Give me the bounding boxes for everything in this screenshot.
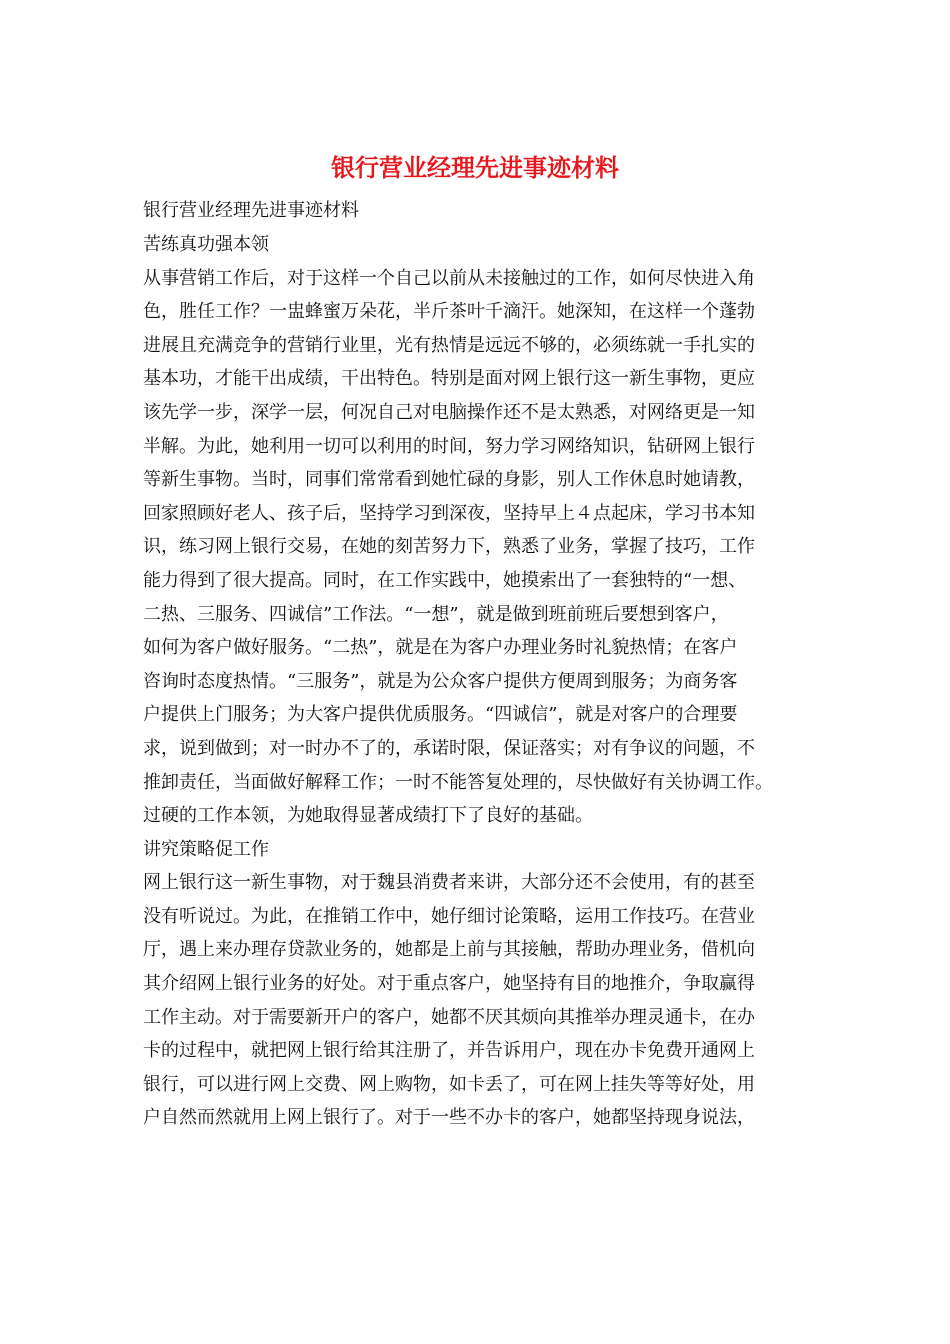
body-line: 回家照顾好老人、孩子后，坚持学习到深夜，坚持早上４点起床，学习书本知 — [143, 502, 755, 524]
body-line: 咨询时态度热情。“三服务”，就是为公众客户提供方便周到服务；为商务客 — [143, 670, 738, 692]
body-line: 卡的过程中，就把网上银行给其注册了，并告诉用户，现在办卡免费开通网上 — [143, 1040, 755, 1062]
body-line: 厅，遇上来办理存贷款业务的，她都是上前与其接触，帮助办理业务，借机向 — [143, 939, 755, 961]
body-line: 其介绍网上银行业务的好处。对于重点客户，她坚持有目的地推介，争取赢得 — [143, 973, 755, 995]
body-line: 半解。为此，她利用一切可以利用的时间，努力学习网络知识，钻研网上银行 — [143, 435, 755, 457]
body-line: 没有听说过。为此，在推销工作中，她仔细讨论策略，运用工作技巧。在营业 — [143, 905, 755, 927]
body-line: 求，说到做到；对一时办不了的，承诺时限，保证落实；对有争议的问题，不 — [143, 737, 755, 759]
body-line: 该先学一步，深学一层，何况自己对电脑操作还不是太熟悉，对网络更是一知 — [143, 401, 755, 423]
body-line: 户自然而然就用上网上银行了。对于一些不办卡的客户，她都坚持现身说法， — [143, 1107, 755, 1129]
body-line: 能力得到了很大提高。同时，在工作实践中，她摸索出了一套独特的“一想、 — [143, 569, 747, 591]
section-heading: 讲究策略促工作 — [143, 838, 269, 860]
body-line: 进展且充满竞争的营销行业里，光有热情是远远不够的，必须练就一手扎实的 — [143, 334, 755, 356]
document-body — [143, 228, 818, 1135]
document-title: 银行营业经理先进事迹材料 — [331, 153, 619, 182]
body-line: 过硬的工作本领，为她取得显著成绩打下了良好的基础。 — [143, 805, 593, 827]
body-line: 识，练习网上银行交易，在她的刻苦努力下，熟悉了业务，掌握了技巧，工作 — [143, 536, 755, 558]
body-line: 户提供上门服务；为大客户提供优质服务。“四诚信”，就是对客户的合理要 — [143, 704, 738, 726]
document-subtitle: 银行营业经理先进事迹材料 — [143, 200, 359, 221]
body-line: 从事营销工作后，对于这样一个自己以前从未接触过的工作，如何尽快进入角 — [143, 267, 755, 289]
body-line: 推卸责任，当面做好解释工作；一时不能答复处理的，尽快做好有关协调工作。 — [143, 771, 773, 793]
body-line: 色，胜任工作？一盅蜂蜜万朵花，半斤茶叶千滴汗。她深知，在这样一个蓬勃 — [143, 301, 755, 323]
body-line: 工作主动。对于需要新开户的客户，她都不厌其烦向其推举办理灵通卡，在办 — [143, 1006, 755, 1028]
body-line: 等新生事物。当时，同事们常常看到她忙碌的身影，别人工作休息时她请教， — [143, 469, 755, 491]
section-heading: 苦练真功强本领 — [143, 234, 269, 255]
body-line: 如何为客户做好服务。“二热”，就是在为客户办理业务时礼貌热情；在客户 — [143, 637, 738, 659]
body-line: 二热、三服务、四诚信”工作法。“一想”，就是做到班前班后要想到客户， — [143, 603, 729, 625]
body-line: 基本功，才能干出成绩，干出特色。特别是面对网上银行这一新生事物，更应 — [143, 368, 755, 390]
body-line: 网上银行这一新生事物，对于魏县消费者来讲，大部分还不会使用，有的甚至 — [143, 872, 755, 894]
body-line: 银行，可以进行网上交费、网上购物，如卡丢了，可在网上挂失等等好处，用 — [143, 1073, 755, 1095]
